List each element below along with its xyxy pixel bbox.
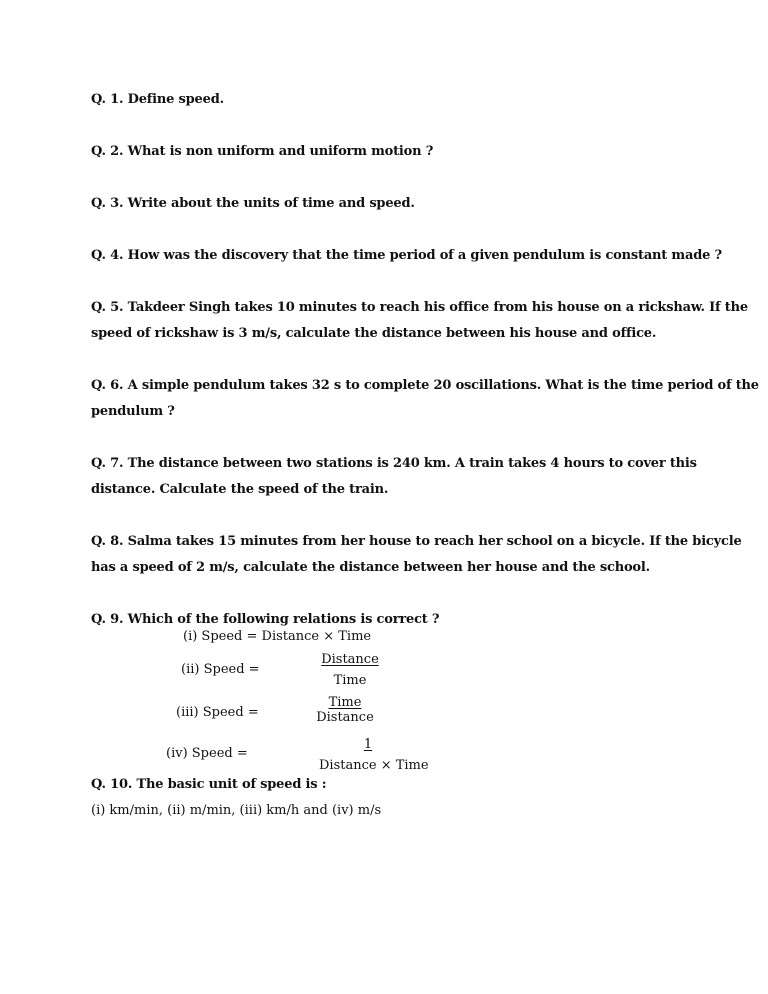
q9-option-3-fraction bbox=[312, 695, 378, 725]
question-8-line-1: Q. 8. Salma takes 15 minutes from her house to reach her school on a bicycle. If the bicycle bbox=[91, 534, 742, 549]
question-6-line-1: Q. 6. A simple pendulum takes 32 s to complete 20 oscillations. What is the time period of the bbox=[91, 378, 759, 393]
q9-option-4-denominator: Distance × Time bbox=[319, 758, 429, 773]
q9-option-4-numerator: 1 bbox=[363, 737, 373, 752]
q9-option-4-label: (iv) Speed = bbox=[166, 746, 248, 761]
question-3: Q. 3. Write about the units of time and speed. bbox=[91, 196, 415, 211]
q9-option-2-label: (ii) Speed = bbox=[181, 662, 260, 677]
question-5-line-2: speed of rickshaw is 3 m/s, calculate the distance between his house and office. bbox=[91, 326, 657, 341]
q9-option-3-denominator: Distance bbox=[316, 710, 374, 725]
question-7-line-2: distance. Calculate the speed of the train. bbox=[91, 482, 389, 497]
question-2: Q. 2. What is non uniform and uniform motion ? bbox=[91, 144, 434, 159]
question-10: Q. 10. The basic unit of speed is : bbox=[91, 777, 327, 792]
question-6-line-2: pendulum ? bbox=[91, 404, 175, 419]
question-7-line-1: Q. 7. The distance between two stations is 240 km. A train takes 4 hours to cover this bbox=[91, 456, 697, 471]
question-9: Q. 9. Which of the following relations is correct ? bbox=[91, 612, 440, 627]
question-8-line-2: has a speed of 2 m/s, calculate the distance between her house and the school. bbox=[91, 560, 650, 575]
q9-option-4-fraction bbox=[318, 737, 429, 773]
q9-option-3-label: (iii) Speed = bbox=[176, 705, 259, 720]
q9-option-2-fraction bbox=[318, 652, 382, 688]
question-4: Q. 4. How was the discovery that the time period of a given pendulum is constant made ? bbox=[91, 248, 722, 263]
q9-option-1: (i) Speed = Distance × Time bbox=[183, 629, 372, 644]
q9-option-2-numerator: Distance bbox=[321, 652, 379, 667]
q10-options: (i) km/min, (ii) m/min, (iii) km/h and (iv) m/s bbox=[91, 803, 382, 818]
q9-option-2-denominator: Time bbox=[333, 673, 367, 688]
question-1: Q. 1. Define speed. bbox=[91, 92, 224, 107]
q9-option-3-numerator: Time bbox=[328, 695, 362, 710]
question-5-line-1: Q. 5. Takdeer Singh takes 10 minutes to reach his office from his house on a rickshaw. If the bbox=[91, 300, 748, 315]
